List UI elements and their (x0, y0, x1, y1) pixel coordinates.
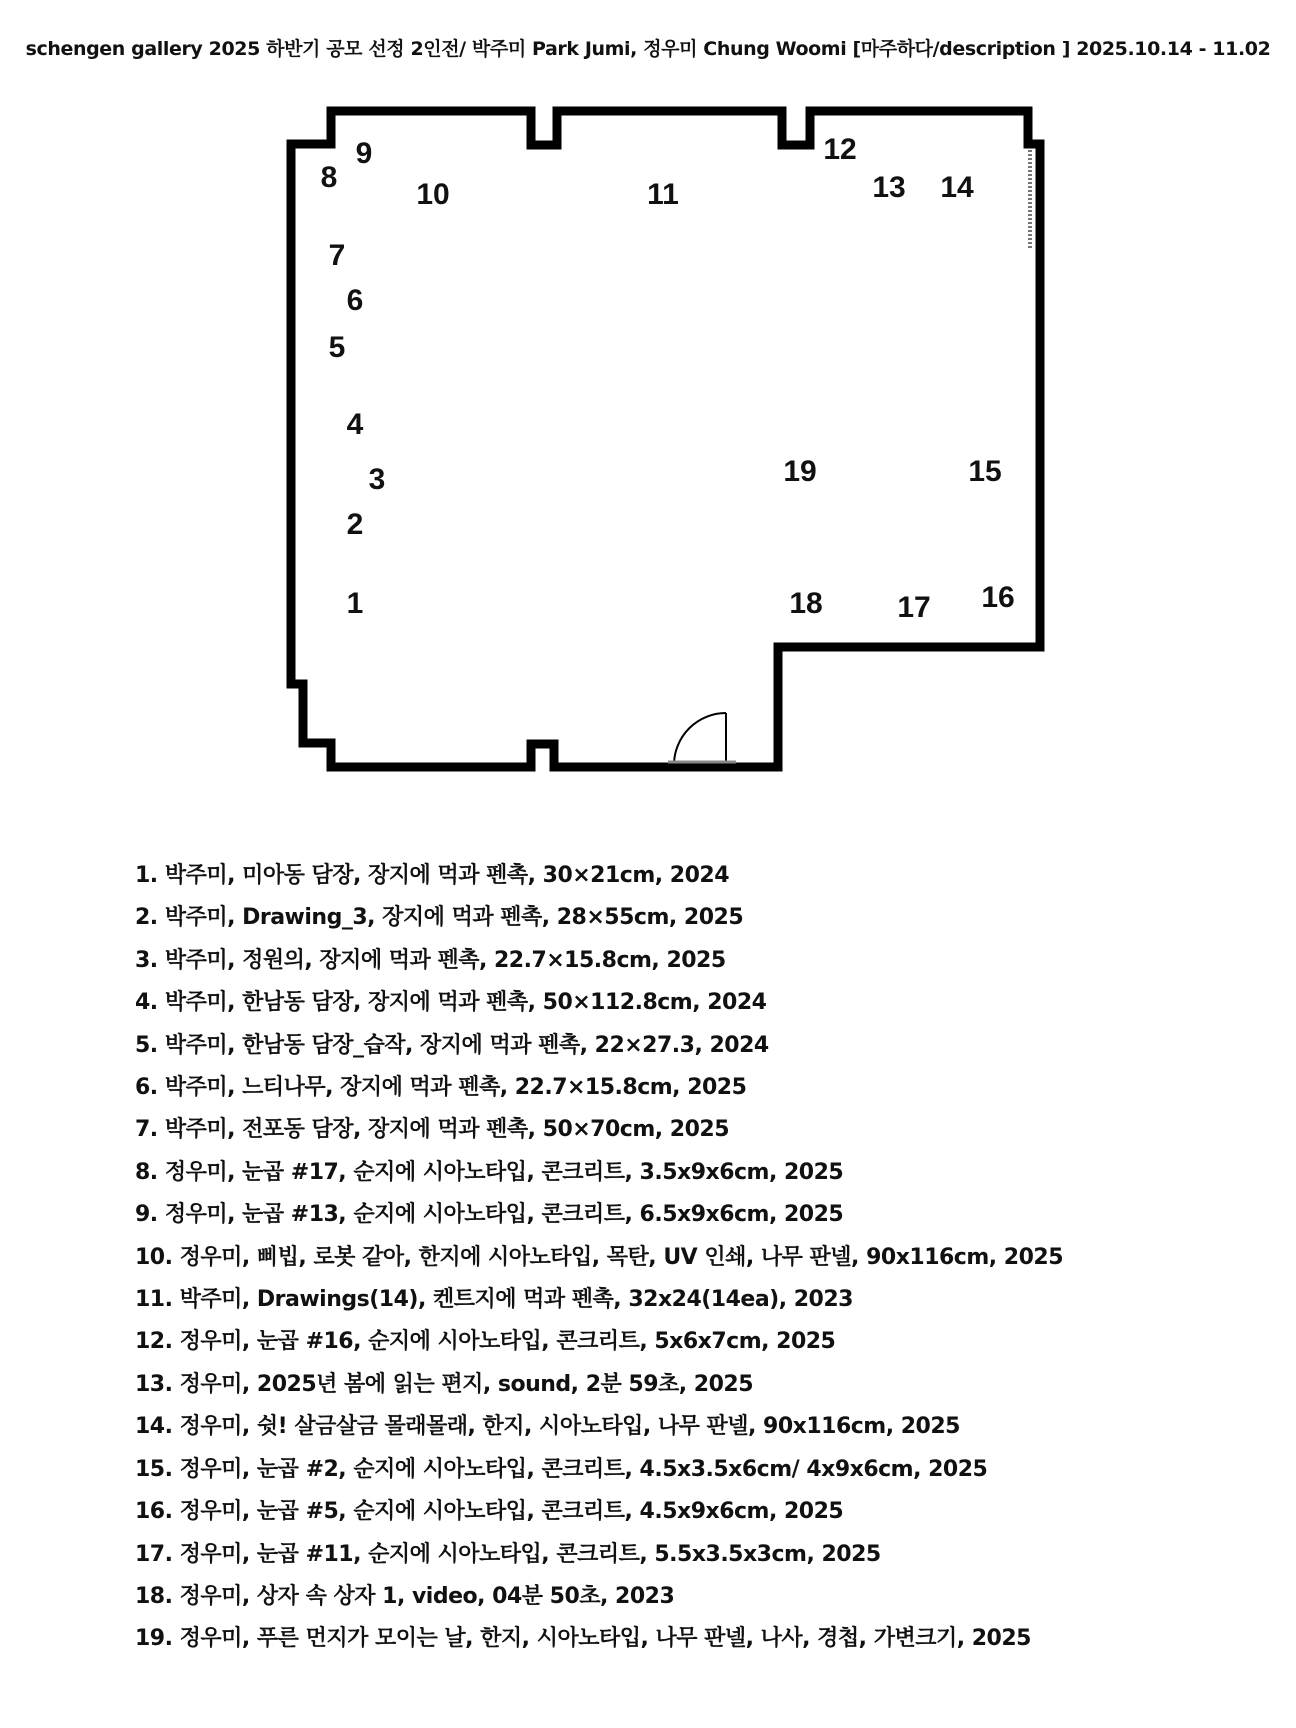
list-item: 5. 박주미, 한남동 담장_습작, 장지에 먹과 펜촉, 22×27.3, 2024 (135, 1032, 769, 1058)
artwork-number-label: 1 (346, 587, 364, 620)
artwork-number-label: 17 (897, 591, 931, 624)
artwork-number-label: 18 (789, 587, 823, 620)
list-item: 16. 정우미, 눈곱 #5, 순지에 시아노타입, 콘크리트, 4.5x9x6cm, 2025 (135, 1499, 844, 1525)
artwork-number-label: 12 (823, 133, 857, 166)
floor-plan (0, 0, 1296, 800)
artwork-number-label: 11 (647, 178, 679, 211)
artwork-number-label: 6 (346, 284, 364, 317)
artwork-number-label: 7 (328, 239, 346, 272)
artwork-number-label: 3 (368, 463, 386, 496)
list-item: 4. 박주미, 한남동 담장, 장지에 먹과 펜촉, 50×112.8cm, 2024 (135, 990, 767, 1016)
list-item: 15. 정우미, 눈곱 #2, 순지에 시아노타입, 콘크리트, 4.5x3.5x6cm/ 4x9x6cm, 2025 (135, 1456, 988, 1482)
page-title: schengen gallery 2025 하반기 공모 선정 2인전/ 박주미 Park Jumi, 정우미 Chung Woomi [마주하다/description ] 2025.10.14 - 11.02 (25, 38, 1271, 60)
list-item: 18. 정우미, 상자 속 상자 1, video, 04분 50초, 2023 (135, 1583, 675, 1609)
list-item: 12. 정우미, 눈곱 #16, 순지에 시아노타입, 콘크리트, 5x6x7cm, 2025 (135, 1329, 836, 1355)
door-icon (668, 713, 736, 765)
artwork-number-label: 16 (981, 581, 1015, 614)
artwork-number-label: 13 (872, 171, 906, 204)
artwork-number-label: 19 (783, 455, 817, 488)
artwork-number-label: 4 (346, 408, 364, 441)
artwork-number-label: 9 (355, 137, 373, 170)
artwork-number-label: 15 (968, 455, 1002, 488)
list-item: 10. 정우미, 삐빕, 로봇 같아, 한지에 시아노타입, 목탄, UV 인쇄, 나무 판넬, 90x116cm, 2025 (135, 1244, 1064, 1270)
artwork-number-label: 14 (940, 171, 974, 204)
list-item: 13. 정우미, 2025년 봄에 읽는 편지, sound, 2분 59초, 2025 (135, 1371, 754, 1397)
list-item: 1. 박주미, 미아동 담장, 장지에 먹과 펜촉, 30×21cm, 2024 (135, 863, 730, 888)
list-item: 14. 정우미, 쉿! 살금살금 몰래몰래, 한지, 시아노타입, 나무 판넬, 90x116cm, 2025 (135, 1414, 960, 1440)
artwork-list (135, 855, 1063, 1661)
list-item: 8. 정우미, 눈곱 #17, 순지에 시아노타입, 콘크리트, 3.5x9x6cm, 2025 (135, 1159, 844, 1185)
list-item: 11. 박주미, Drawings(14), 켄트지에 먹과 펜촉, 32x24(14ea), 2023 (135, 1287, 853, 1313)
list-item: 9. 정우미, 눈곱 #13, 순지에 시아노타입, 콘크리트, 6.5x9x6cm, 2025 (135, 1202, 844, 1228)
list-item: 7. 박주미, 전포동 담장, 장지에 먹과 펜촉, 50×70cm, 2025 (135, 1117, 730, 1143)
list-item: 6. 박주미, 느티나무, 장지에 먹과 펜촉, 22.7×15.8cm, 2025 (135, 1075, 747, 1101)
list-item: 2. 박주미, Drawing_3, 장지에 먹과 펜촉, 28×55cm, 2025 (135, 905, 744, 931)
list-item: 17. 정우미, 눈곱 #11, 순지에 시아노타입, 콘크리트, 5.5x3.5x3cm, 2025 (135, 1541, 881, 1567)
list-item: 19. 정우미, 푸른 먼지가 모이는 날, 한지, 시아노타입, 나무 판넬, 나사, 경첩, 가변크기, 2025 (135, 1626, 1031, 1652)
artwork-number-label: 2 (346, 508, 364, 541)
artwork-number-label: 10 (416, 178, 450, 211)
artwork-number-label: 8 (320, 161, 338, 194)
list-item: 3. 박주미, 정원의, 장지에 먹과 펜촉, 22.7×15.8cm, 2025 (135, 947, 726, 973)
artwork-number-label: 5 (328, 331, 346, 364)
